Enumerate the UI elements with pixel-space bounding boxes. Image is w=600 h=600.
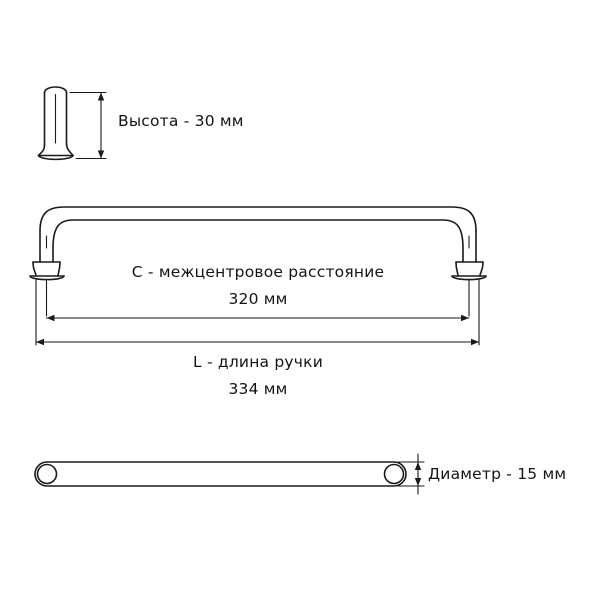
diameter-dimension xyxy=(398,454,424,494)
center-to-center-value: 320 мм xyxy=(228,290,288,308)
height-dimension xyxy=(70,93,106,159)
handle-top-view xyxy=(35,462,406,486)
diameter-label: Диаметр - 15 мм xyxy=(428,465,567,483)
leg-side-view xyxy=(39,87,74,159)
center-to-center-dimension xyxy=(47,315,470,321)
height-label: Высота - 30 мм xyxy=(118,112,244,130)
length-value: 334 мм xyxy=(228,380,288,398)
length-label: L - длина ручки xyxy=(193,353,323,371)
center-to-center-label: C - межцентровое расстояние xyxy=(131,263,385,281)
